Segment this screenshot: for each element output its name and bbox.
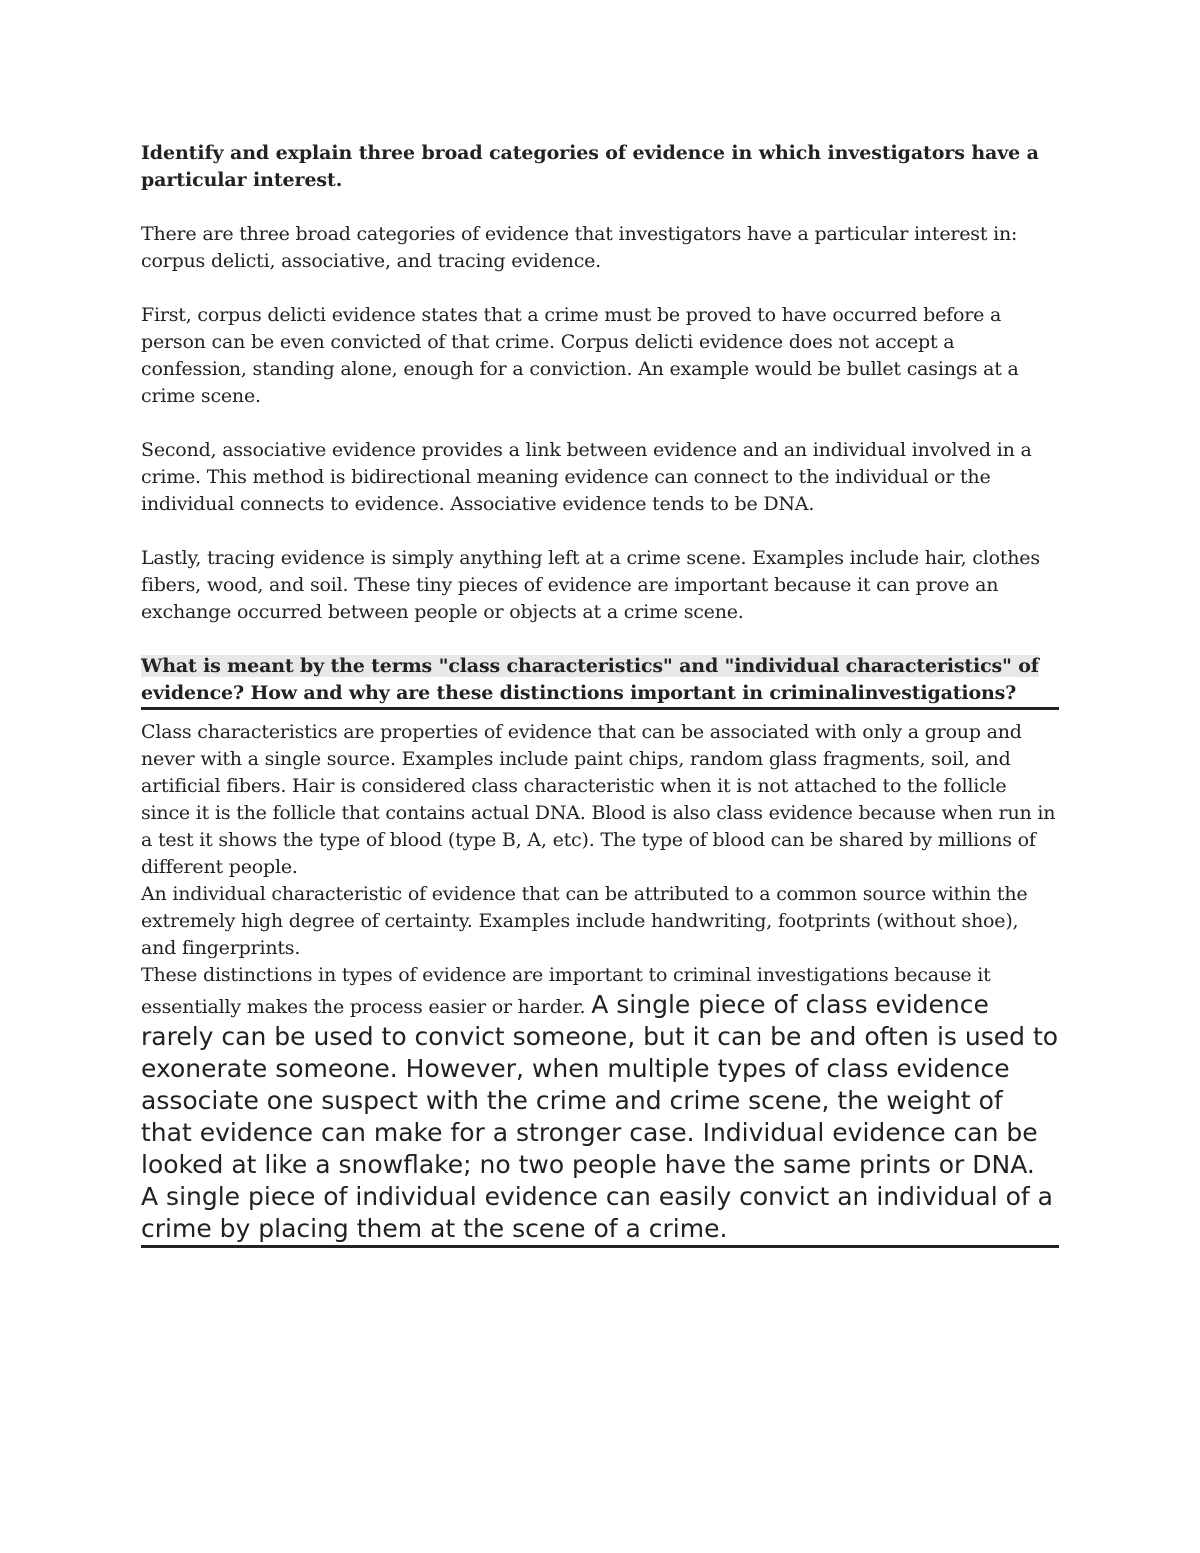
answer-1-intro: There are three broad categories of evidence that investigators have a particular interest in: corpus delicti, associative, and tracing evidence.: [141, 223, 1018, 272]
question-1-heading: Identify and explain three broad categories of evidence in which investigators have a particular interest.: [141, 142, 1039, 191]
question-2-line-2: evidence? How and why are these distinctions important in criminalinvestigations?: [141, 682, 1017, 704]
answer-2-importance-sans: A single piece of class evidence rarely can be used to convict someone, but it can be and often is used to exonerate someone. However, when multiple types of class evidence associate one suspect with the crime and crime scene, the weight of that evidence can make for a stronger case. Individual evidence can be looked at like a snowflake; no two people have the same prints or DNA. A single piece of individual evidence can easily convict an individual of a crime by placing them at the scene of a crime.: [141, 990, 1059, 1243]
answer-1-corpus-delicti: First, corpus delicti evidence states that a crime must be proved to have occurred before a person can be even convicted of that crime. Corpus delicti evidence does not accept a confession, standing alone, enough for a conviction. An example would be bullet casings at a crime scene.: [141, 304, 1019, 407]
answer-2-block: [141, 719, 1059, 1248]
answer-2-individual-characteristics: An individual characteristic of evidence that can be attributed to a common source within the extremely high degree of certainty. Examples include handwriting, footprints (without shoe), and fingerprints.: [141, 883, 1028, 959]
answer-2-importance: [141, 962, 1059, 1245]
answer-1-tracing: Lastly, tracing evidence is simply anything left at a crime scene. Examples include hair, clothes fibers, wood, and soil. These tiny pieces of evidence are important because it can prove an exchange occurred between people or objects at a crime scene.: [141, 547, 1040, 623]
question-2-heading: [141, 653, 1059, 710]
answer-2-class-characteristics: Class characteristics are properties of evidence that can be associated with only a group and never with a single source. Examples include paint chips, random glass fragments, soil, and artificial fibers. Hair is considered class characteristic when it is not attached to the follicle since it is the follicle that contains actual DNA. Blood is also class evidence because when run in a test it shows the type of blood (type B, A, etc). The type of blood can be shared by millions of different people.: [141, 721, 1056, 878]
answer-2-importance-serif: These distinctions in types of evidence are important to criminal investigations because it essentially makes the process easier or harder.: [141, 964, 991, 1018]
document-page: [141, 140, 1059, 1248]
question-2-line-1: What is meant by the terms "class characteristics" and "individual characteristics" of: [141, 655, 1039, 677]
answer-1-associative: Second, associative evidence provides a link between evidence and an individual involved in a crime. This method is bidirectional meaning evidence can connect to the individual or the individual connects to evidence. Associative evidence tends to be DNA.: [141, 439, 1032, 515]
